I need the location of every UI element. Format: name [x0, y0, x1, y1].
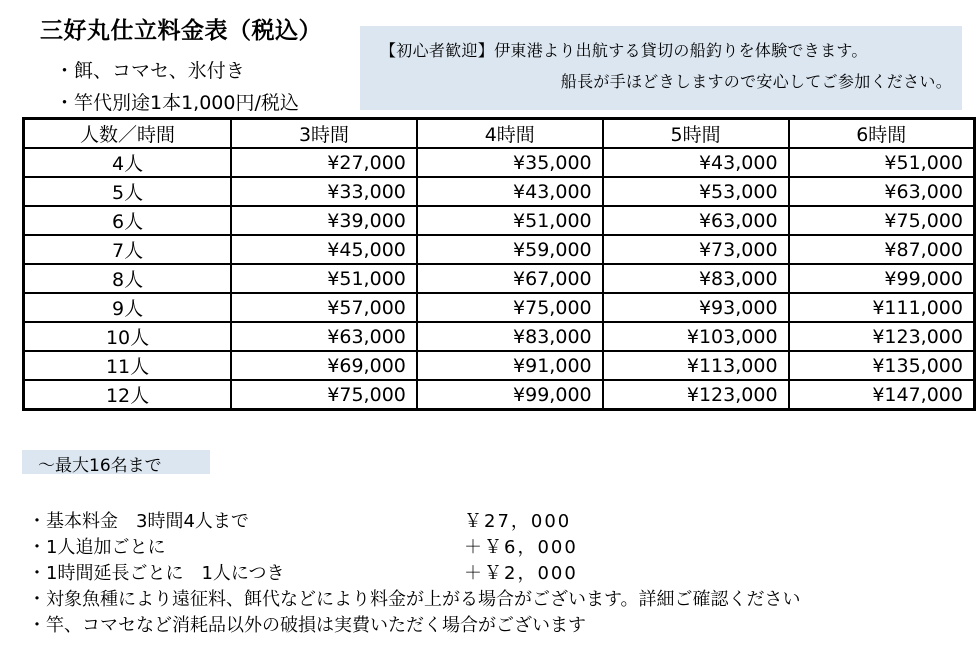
price-cell: ¥83,000 — [603, 264, 789, 293]
banner-line-1: 【初心者歓迎】伊東港より出航する貸切の船釣りを体験できます。 — [380, 41, 868, 60]
party-size-cell: 9人 — [24, 293, 232, 322]
base-fee-label: ・基本料金 3時間4人まで — [28, 511, 249, 532]
price-cell: ¥59,000 — [417, 235, 603, 264]
table-row — [24, 206, 975, 235]
price-cell: ¥63,000 — [789, 177, 975, 206]
price-cell: ¥147,000 — [789, 380, 975, 410]
price-cell: ¥51,000 — [231, 264, 417, 293]
table-row — [24, 380, 975, 410]
price-cell: ¥135,000 — [789, 351, 975, 380]
column-header: 4時間 — [417, 119, 603, 149]
party-size-cell: 7人 — [24, 235, 232, 264]
additional-person-fee-label: ・1人追加ごとに — [28, 537, 166, 558]
column-header: 3時間 — [231, 119, 417, 149]
price-cell: ¥83,000 — [417, 322, 603, 351]
price-cell: ¥75,000 — [789, 206, 975, 235]
price-cell: ¥33,000 — [231, 177, 417, 206]
price-cell: ¥113,000 — [603, 351, 789, 380]
base-fee-value: ￥27，000 — [464, 511, 572, 532]
damage-note: ・竿、コマセなど消耗品以外の破損は実費いただく場合がございます — [28, 615, 586, 636]
party-size-cell: 4人 — [24, 148, 232, 177]
price-cell: ¥91,000 — [417, 351, 603, 380]
price-cell: ¥69,000 — [231, 351, 417, 380]
price-cell: ¥51,000 — [789, 148, 975, 177]
party-size-cell: 5人 — [24, 177, 232, 206]
extension-fee-value: ＋￥2，000 — [464, 563, 578, 584]
price-cell: ¥93,000 — [603, 293, 789, 322]
price-cell: ¥111,000 — [789, 293, 975, 322]
additional-person-fee-value: ＋￥6，000 — [464, 537, 578, 558]
rate-table — [22, 117, 976, 411]
price-cell: ¥57,000 — [231, 293, 417, 322]
price-cell: ¥63,000 — [231, 322, 417, 351]
table-row — [24, 293, 975, 322]
price-cell: ¥73,000 — [603, 235, 789, 264]
price-cell: ¥75,000 — [231, 380, 417, 410]
price-cell: ¥51,000 — [417, 206, 603, 235]
party-size-cell: 10人 — [24, 322, 232, 351]
price-cell: ¥43,000 — [603, 148, 789, 177]
column-header: 5時間 — [603, 119, 789, 149]
table-row — [24, 351, 975, 380]
price-cell: ¥35,000 — [417, 148, 603, 177]
table-row — [24, 148, 975, 177]
party-size-cell: 12人 — [24, 380, 232, 410]
price-cell: ¥39,000 — [231, 206, 417, 235]
price-cell: ¥123,000 — [603, 380, 789, 410]
price-cell: ¥63,000 — [603, 206, 789, 235]
rod-fee-note: ・竿代別途1本1,000円/税込 — [55, 92, 299, 114]
price-cell: ¥45,000 — [231, 235, 417, 264]
capacity-note — [22, 450, 210, 474]
surcharge-note: ・対象魚種により遠征料、餌代などにより料金が上がる場合がございます。詳細ご確認ください — [28, 589, 801, 610]
capacity-note-text: ～最大16名まで — [38, 456, 162, 476]
price-cell: ¥87,000 — [789, 235, 975, 264]
included-items-note: ・餌、コマセ、氷付き — [55, 60, 245, 82]
party-size-cell: 6人 — [24, 206, 232, 235]
table-row — [24, 322, 975, 351]
extension-fee-label: ・1時間延長ごとに 1人につき — [28, 563, 285, 584]
table-row — [24, 235, 975, 264]
table-row — [24, 177, 975, 206]
column-header: 人数／時間 — [24, 119, 232, 149]
beginner-welcome-banner — [360, 26, 962, 110]
price-cell: ¥99,000 — [789, 264, 975, 293]
table-row — [24, 264, 975, 293]
price-cell: ¥67,000 — [417, 264, 603, 293]
price-cell: ¥53,000 — [603, 177, 789, 206]
column-header: 6時間 — [789, 119, 975, 149]
price-cell: ¥75,000 — [417, 293, 603, 322]
banner-line-2: 船長が手ほどきしますので安心してご参加ください。 — [560, 72, 952, 91]
page-title: 三好丸仕立料金表（税込） — [40, 18, 322, 44]
price-cell: ¥123,000 — [789, 322, 975, 351]
price-cell: ¥43,000 — [417, 177, 603, 206]
party-size-cell: 11人 — [24, 351, 232, 380]
price-cell: ¥27,000 — [231, 148, 417, 177]
party-size-cell: 8人 — [24, 264, 232, 293]
table-header-row — [24, 119, 975, 149]
price-cell: ¥99,000 — [417, 380, 603, 410]
price-cell: ¥103,000 — [603, 322, 789, 351]
